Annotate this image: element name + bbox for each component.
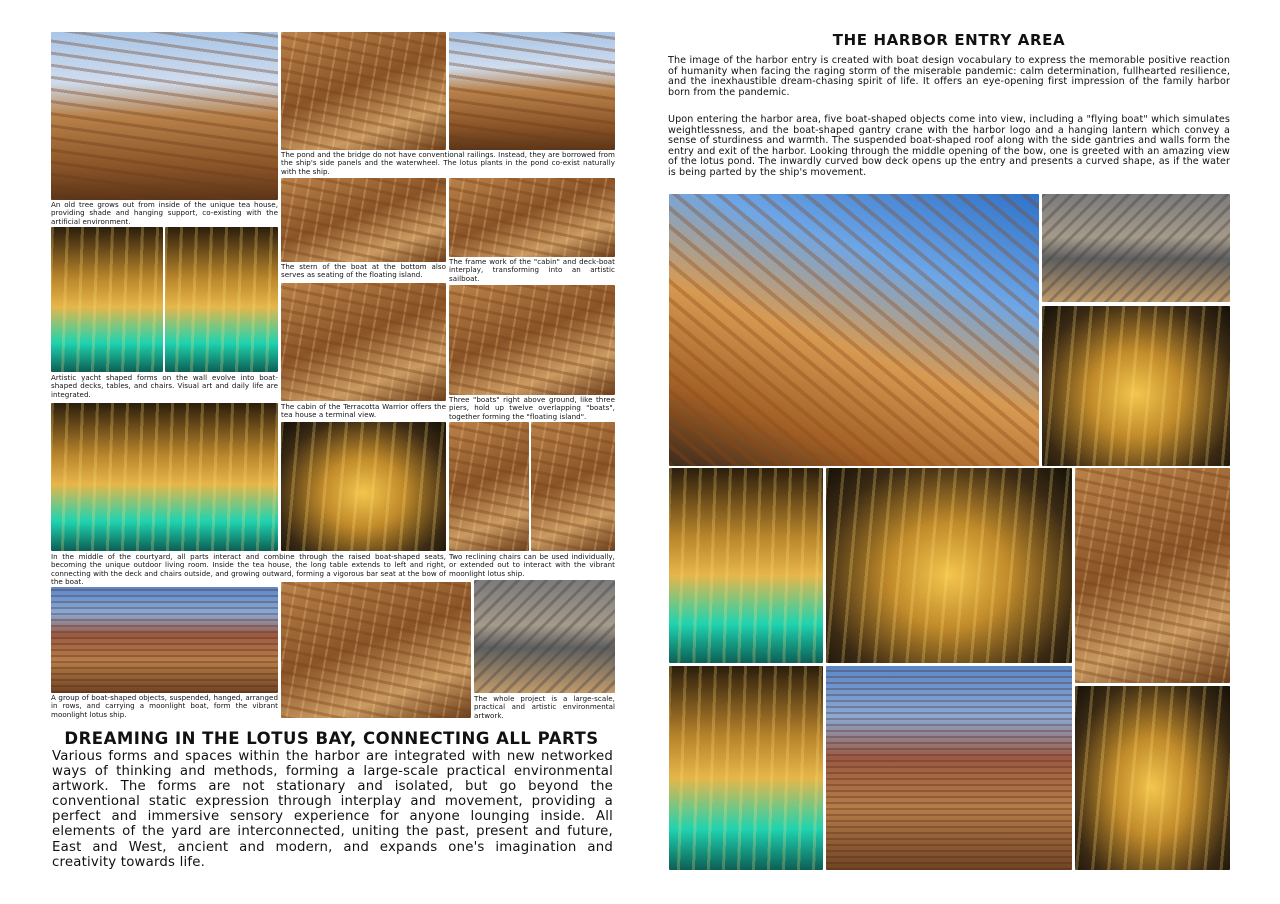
photo-entry-walkway bbox=[826, 666, 1072, 870]
photo-bow-view-night bbox=[669, 468, 823, 663]
photo-lotus-ship bbox=[281, 582, 471, 718]
photo-flying-boat bbox=[669, 194, 1039, 466]
photo-moonlight-boat bbox=[51, 587, 278, 693]
left-body-text: Various forms and spaces within the harbor are integrated with new networked ways of thinking and methods, forming a large-scale practical environmental artwork. The forms are not stationary and isolated, but go beyond the conventional static expression through interplay and movement, providing a perfect and immersive sensory experience for anyone lounging inside. All elements of the yard are interconnected, uniting the past, present and future, East and West, ancient and modern, and expands one's imagination and creativity towards life. bbox=[52, 749, 613, 870]
photo-gantry-night bbox=[1042, 306, 1230, 466]
photo-reclining-chair-2 bbox=[531, 422, 615, 551]
caption-cabin-frame: The frame work of the "cabin" and deck-boat interplay, transforming into an artistic sailboat. bbox=[449, 257, 615, 283]
caption-reclining-chairs: Two reclining chairs can be used individually, or extended out to interact with the vibrant moonlight lotus ship. bbox=[449, 552, 615, 578]
photo-flying-boat-night bbox=[1075, 686, 1230, 870]
photo-boat-stern bbox=[281, 178, 446, 262]
photo-pond-bridge bbox=[281, 32, 446, 150]
photo-lantern-night bbox=[669, 666, 823, 870]
caption-boat-stern: The stern of the boat at the bottom also serves as seating of the floating island. bbox=[281, 262, 446, 280]
photo-entry-overhead bbox=[1075, 468, 1230, 683]
right-paragraph-2: Upon entering the harbor area, five boat-shaped objects come into view, including a "flying boat" which simulates weightlessness, and the boat-shaped gantry crane with the harbor logo and a hanging lantern which convey a sense of sturdiness and warmth. The suspended boat-shaped roof along with the side gantries and walls form the entry and exit of the harbor. Looking through the middle opening of the bow, one is greeted with an amazing view of the lotus pond. The inwardly curved bow deck opens up the entry and presents a curved shape, as if the water is being parted by the ship's movement. bbox=[668, 114, 1230, 178]
caption-moonlight-ship: A group of boat-shaped objects, suspended, hanged, arranged in rows, and carrying a moonlight boat, form the vibrant moonlight lotus ship. bbox=[51, 693, 278, 719]
photo-waterwheel-lotus bbox=[449, 32, 615, 150]
photo-reclining-chair-1 bbox=[449, 422, 529, 551]
caption-courtyard: In the middle of the courtyard, all parts interact and combine through the raised boat-shaped seats, becoming the unique outdoor living room. Inside the tea house, the long table extends to left and right, connecting with the deck and chairs outside, and growing outward, forming a vigorous bar seat at the bow of the boat. bbox=[51, 552, 446, 586]
photo-floating-island bbox=[449, 285, 615, 395]
photo-aerial-harbor bbox=[1042, 194, 1230, 302]
caption-floating-island: Three "boats" right above ground, like three piers, hold up twelve overlapping "boats", together forming the "floating island". bbox=[449, 395, 615, 421]
caption-terracotta-cabin: The cabin of the Terracotta Warrior offers the tea house a terminal view. bbox=[281, 402, 446, 420]
photo-tea-house-tree bbox=[51, 32, 278, 200]
photo-tea-house-interior bbox=[281, 422, 446, 551]
right-paragraph-1: The image of the harbor entry is created with boat design vocabulary to express the memorable positive reaction of humanity when facing the raging storm of the miserable pandemic: calm determination, fullhearted resilience, and the inexhaustible dream-chasing spirit of life. It offers an eye-opening first impression of the family harbor born from the pandemic. bbox=[668, 55, 1230, 98]
caption-tea-house-tree: An old tree grows out from inside of the unique tea house, providing shade and hanging support, co-existing with the artificial environment. bbox=[51, 200, 278, 226]
photo-terracotta-cabin bbox=[281, 283, 446, 401]
caption-whole-project: The whole project is a large-scale, practical and artistic environmental artwork. bbox=[474, 694, 615, 720]
photo-aerial-project bbox=[474, 580, 615, 693]
photo-yacht-wall-night bbox=[51, 227, 163, 372]
photo-courtyard-night bbox=[51, 403, 278, 551]
caption-pond-bridge: The pond and the bridge do not have conventional railings. Instead, they are borrowed from the ship's side panels and the waterwheel. The lotus plants in the pond co-exist naturally with the ship. bbox=[281, 150, 615, 176]
right-section-heading: THE HARBOR ENTRY AREA bbox=[832, 31, 1066, 49]
photo-boat-decks-night bbox=[165, 227, 278, 372]
caption-yacht-forms: Artistic yacht shaped forms on the wall evolve into boat-shaped decks, tables, and chairs. Visual art and daily life are integrated. bbox=[51, 373, 278, 399]
left-section-heading: DREAMING IN THE LOTUS BAY, CONNECTING ALL PARTS bbox=[64, 729, 599, 748]
photo-gantry-crane-night bbox=[826, 468, 1072, 663]
photo-cabin-frame bbox=[449, 178, 615, 257]
